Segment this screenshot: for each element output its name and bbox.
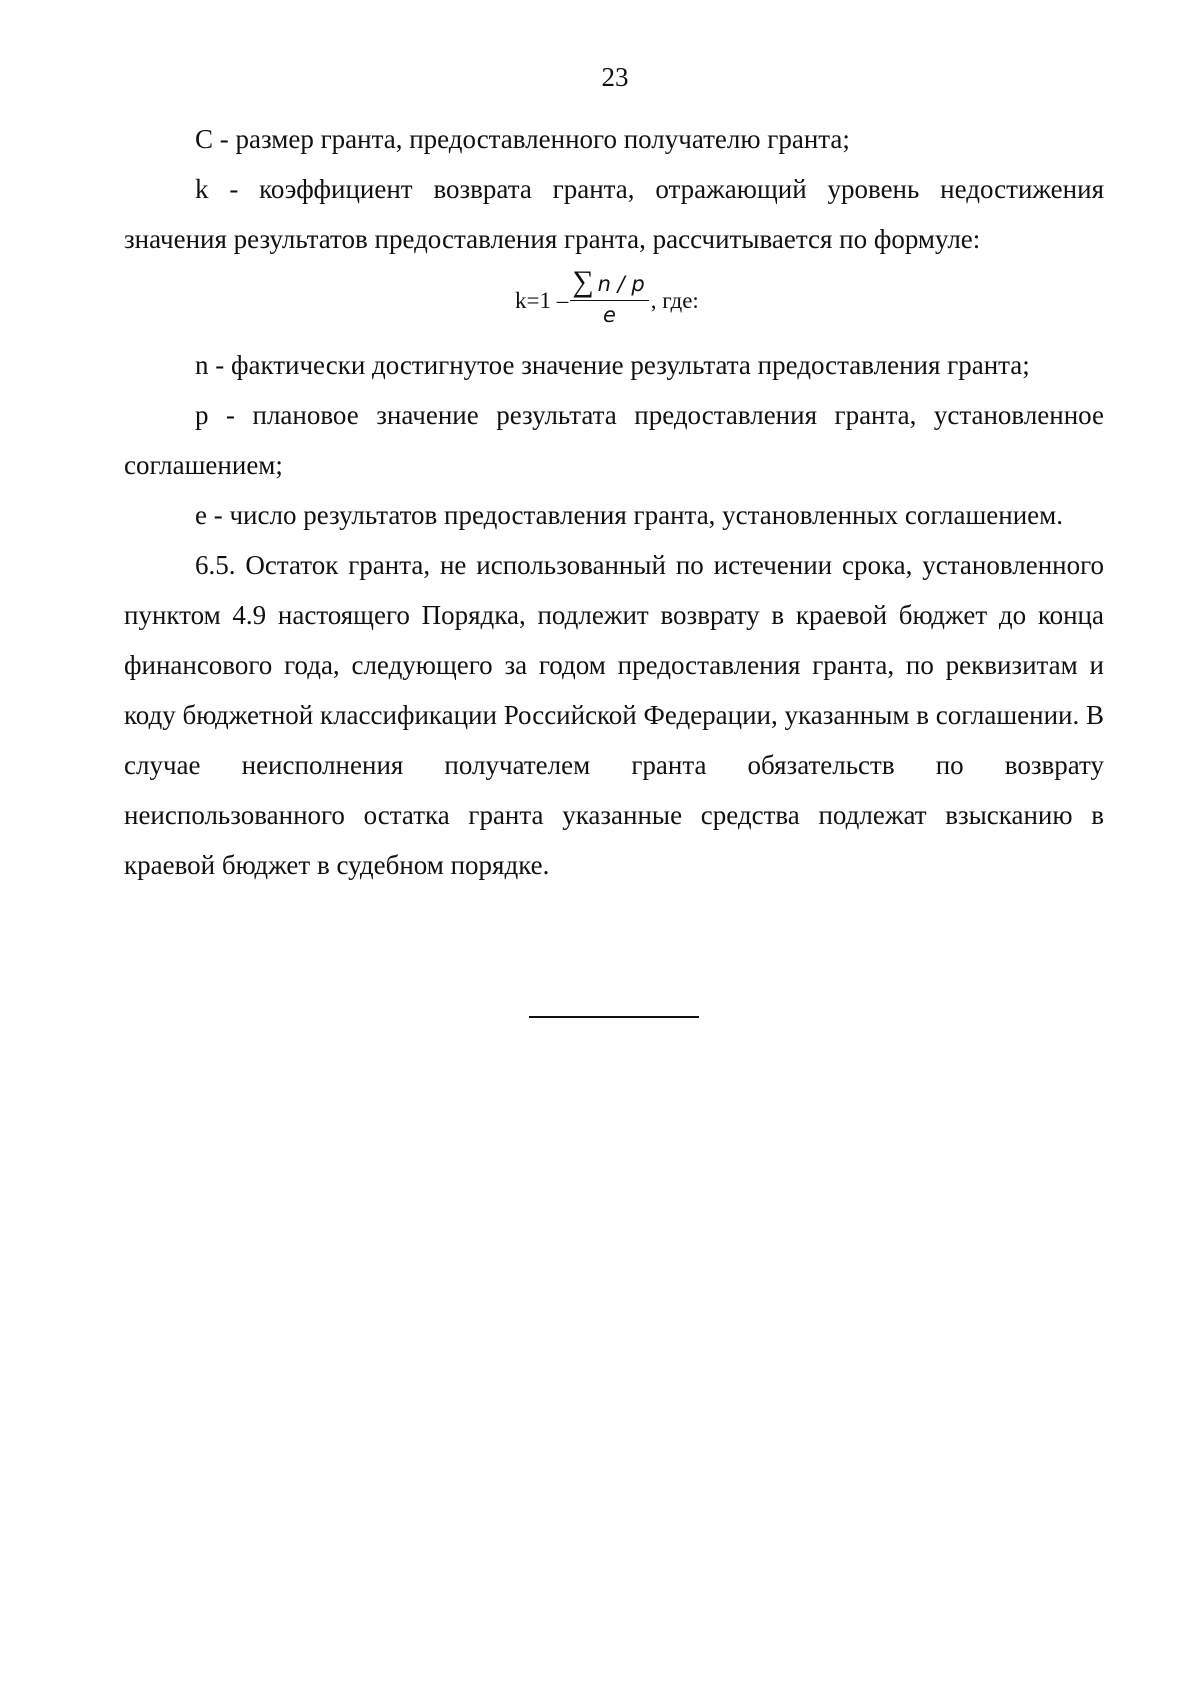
definition-p: р - плановое значение результата предоставления гранта, установленное соглашением;	[124, 400, 1104, 480]
definition-k: k - коэффициент возврата гранта, отражающий уровень недостижения значения результатов предоставления гранта, рассчитывается по формуле:	[124, 174, 1104, 254]
formula-fraction	[570, 267, 648, 329]
definition-e: е - число результатов предоставления гранта, установленных соглашением.	[195, 500, 1063, 530]
definition-c: С - размер гранта, предоставленного получателю гранта;	[195, 124, 850, 154]
sum-symbol: ∑	[572, 265, 594, 298]
formula-lhs: k=1 –	[515, 288, 569, 313]
return-coefficient-formula	[515, 266, 699, 336]
definitions-top	[124, 114, 1104, 264]
paragraph-6-5: 6.5. Остаток гранта, не использованный по истечении срока, установленного пунктом 4.9 настоящего Порядка, подлежит возврату в краевой бюджет до конца финансового года, следующего за годом предоставления гранта, по реквизитам и коду бюджетной классификации Российской Федерации, указанным в соглашении. В случае неисполнения получателем гранта обязательств по возврату неиспользованного остатка гранта указанные средства подлежат взысканию в краевой бюджет в судебном порядке.	[124, 550, 1105, 880]
end-of-section-rule	[529, 1016, 699, 1018]
definition-n: n - фактически достигнутое значение результата предоставления гранта;	[195, 350, 1030, 380]
formula-suffix: , где:	[650, 288, 699, 313]
formula-denominator: e	[603, 303, 616, 327]
definitions-bottom	[124, 340, 1104, 890]
formula-numerator: ∑ n / p	[570, 267, 648, 301]
page-number: 23	[601, 62, 629, 92]
